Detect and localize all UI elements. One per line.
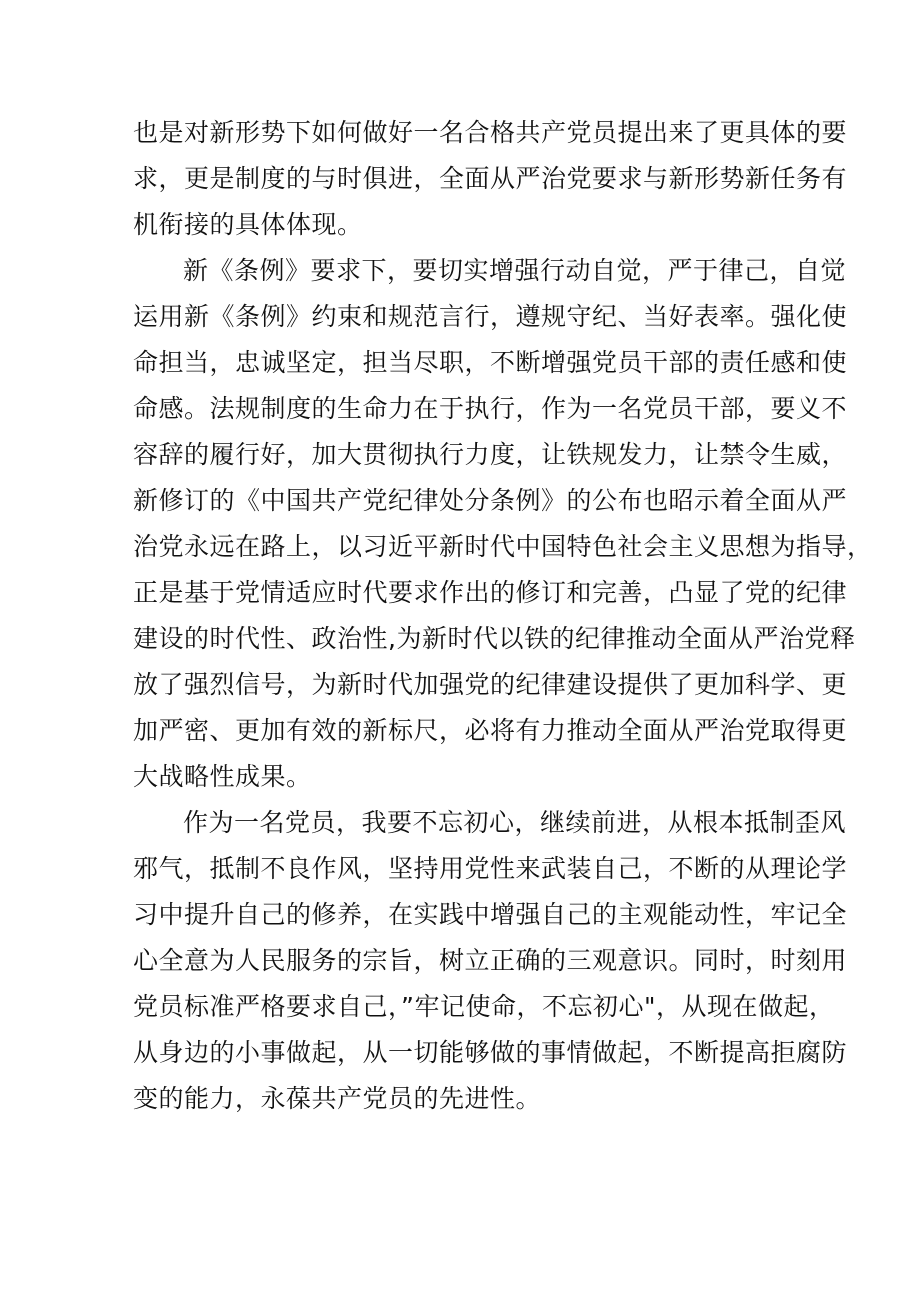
text-line: 心全意为人民服务的宗旨，树立正确的三观意识。同时，时刻用 xyxy=(133,946,848,975)
text-line: 治党永远在路上，以习近平新时代中国特色社会主义思想为指导， xyxy=(133,532,873,561)
paragraph-1 xyxy=(133,110,848,248)
paragraph-2 xyxy=(133,248,873,800)
document-body xyxy=(133,110,873,1122)
text-line: 运用新《条例》约束和规范言行，遵规守纪、当好表率。强化使 xyxy=(133,302,848,331)
text-line: 作为一名党员，我要不忘初心，继续前进，从根本抵制歪风 xyxy=(183,808,847,837)
text-line: 求，更是制度的与时俱进，全面从严治党要求与新形势新任务有 xyxy=(133,164,848,193)
text-line: 新修订的《中国共产党纪律处分条例》的公布也昭示着全面从严 xyxy=(133,486,848,515)
text-line: 建设的时代性、政治性,为新时代以铁的纪律推动全面从严治党释 xyxy=(133,624,856,653)
text-line: 党员标准严格要求自己，”牢记使命，不忘初心"，从现在做起， xyxy=(133,992,835,1021)
paragraph-3 xyxy=(133,800,848,1122)
text-line: 从身边的小事做起，从一切能够做的事情做起，不断提高拒腐防 xyxy=(133,1038,848,1067)
text-line: 也是对新形势下如何做好一名合格共产党员提出来了更具体的要 xyxy=(133,118,848,147)
text-line: 放了强烈信号，为新时代加强党的纪律建设提供了更加科学、更 xyxy=(133,670,848,699)
text-line: 命担当，忠诚坚定，担当尽职，不断增强党员干部的责任感和使 xyxy=(133,348,848,377)
text-line: 命感。法规制度的生命力在于执行，作为一名党员干部，要义不 xyxy=(133,394,848,423)
text-line: 习中提升自己的修养，在实践中增强自己的主观能动性，牢记全 xyxy=(133,900,848,929)
text-line: 邪气，抵制不良作风，坚持用党性来武装自己，不断的从理论学 xyxy=(133,854,848,883)
text-line: 容辞的履行好，加大贯彻执行力度，让铁规发力，让禁令生威， xyxy=(133,440,848,469)
text-line: 加严密、更加有效的新标尺，必将有力推动全面从严治党取得更 xyxy=(133,716,848,745)
text-line: 变的能力，永葆共产党员的先进性。 xyxy=(133,1084,542,1113)
text-line: 正是基于党情适应时代要求作出的修订和完善，凸显了党的纪律 xyxy=(133,578,848,607)
text-line: 新《条例》要求下，要切实增强行动自觉，严于律己，自觉 xyxy=(183,256,847,285)
text-line: 大战略性成果。 xyxy=(133,762,312,791)
text-line: 机衔接的具体体现。 xyxy=(133,210,363,239)
